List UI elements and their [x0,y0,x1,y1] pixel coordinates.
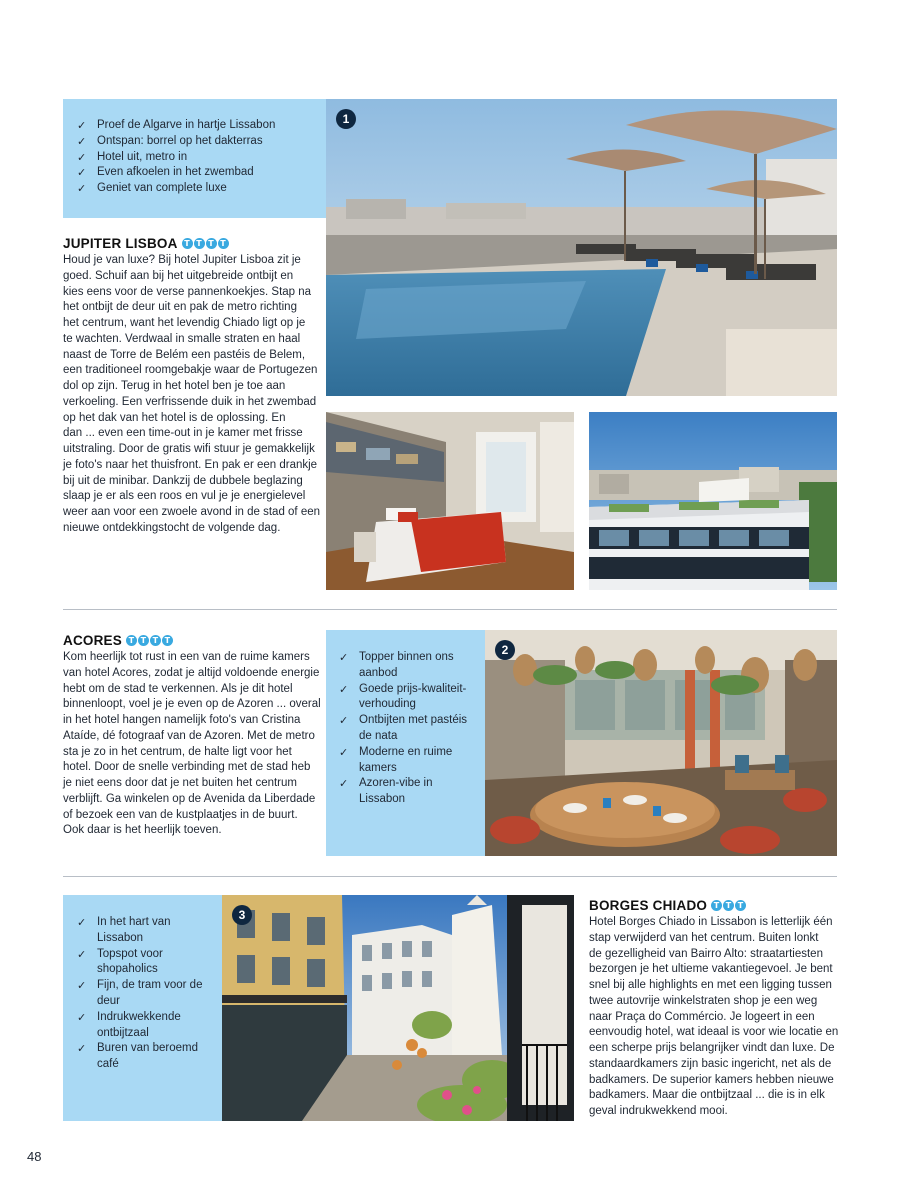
rating-icon: T [126,635,137,646]
checklist-item: ✓ Hotel uit, metro in [77,150,326,166]
text-line: nieuwe ontdekkingstocht de volgende dag. [63,521,281,534]
rating-icon: T [218,238,229,249]
text-line: het ontbijt de deur uit en pak de metro richting [63,301,297,314]
jupiter-checklist [63,99,326,197]
text-line: van hotel Acores, zodat je altijd voldoende energie [63,666,320,679]
text-line: in het hotel hangen namelijk foto's van Cristina [63,714,301,726]
section-divider [63,876,837,877]
borges-street-photo [222,895,574,1121]
checklist-item [77,978,214,1010]
text-line: café [97,1058,119,1071]
rating-icons [711,900,746,911]
text-line: shopaholics [97,963,158,976]
text-line: dan ... even een time-out in je kamer met frisse [63,427,303,440]
text-line: ✓ Fijn, de tram voor de [97,979,203,992]
text-line: je foto's naar het thuisfront. En pak er een drankje [63,458,318,471]
checklist-item: ✓ Ontspan: borrel op het dakterras [77,134,326,150]
text-line: uitstraling. Door de gratis wifi stuur je gemakkelijk [63,443,315,455]
jupiter-exterior-photo [589,412,837,590]
text-line: goed. Schuif aan bij het uitgebreide ontbijt en [63,269,294,282]
text-line: verkoeling. Een verfrissende duik in het zwembad [63,395,317,408]
rating-icon: T [206,238,217,249]
text-line: standaardkamers zijn basic ingericht, net als de [589,1057,832,1070]
hotel-title-borges-chiado [589,898,746,913]
section-divider [63,609,837,610]
rating-icon: T [711,900,722,911]
text-line: Ataíde, dé fotograaf van de Azoren. Met de metro [63,729,315,742]
text-line: ✓ Topper binnen ons [359,651,454,663]
hotel-name: JUPITER LISBOA [63,236,178,251]
text-line: verblijft. Ga winkelen op de Avenida da Liberdade [63,792,316,805]
checklist-item [77,915,214,947]
text-line: bij uit de minibar. Dankzij de dubbele beglazing [63,474,303,487]
checklist-item [77,1010,214,1042]
text-line: binnenloopt, voel je je even op de Azoren ... overal [63,698,321,711]
checklist-item [77,947,214,979]
text-line: dol op zijn. Terug in het hotel ben je toe aan [63,380,286,392]
checklist-item [339,650,477,682]
rating-icons [182,238,229,249]
text-line: je niet eens door dat je net buiten het centrum [63,777,297,789]
text-line: naar Praça do Commércio. Je logeert in een [589,1010,815,1023]
text-line: twee autovrije winkelstraten shop je een weg [589,994,818,1007]
borges-checklist [63,895,222,1073]
jupiter-description [63,253,323,537]
text-line: ✓ In het hart van [97,916,171,928]
text-line: weer aan voor een zwoele avond in de stad of een [63,506,321,518]
acores-description [63,650,323,839]
text-line: geval indrukwekkend mooi. [589,1105,728,1117]
text-line: een scherpe prijs belangrijker vindt dan luxe. De [589,1042,835,1054]
text-line: hotel. Door de snelle verbinding met de stad heb [63,761,311,774]
rating-icon: T [182,238,193,249]
text-line: of bezoek een van de kustplaatjes in de buurt. [63,808,298,821]
text-line: een traditioneel roomgebakje waar de Portugezen [63,364,318,377]
text-line: kies eens voor de verse pannenkoekjes. Stap na [63,285,312,298]
checklist-item [339,682,477,714]
text-line: naast de Torre de Belém een pastéis de Belem, [63,348,306,361]
text-line: ✓ Ontbijten met pastéis [359,714,468,727]
checklist-item: ✓ Even afkoelen in het zwembad [77,165,326,181]
hotel-title-jupiter-lisboa [63,236,229,251]
rating-icon: T [723,900,734,911]
text-line: eenvoudig hotel, wat ideaal is voor wie locatie en [589,1026,839,1039]
borges-description [589,915,844,1120]
text-line: slaap je er als een roos en vul je je energielevel [63,490,306,503]
hotel-title-acores [63,633,173,648]
text-line: verhouding [359,698,416,711]
hotel-name: BORGES CHIADO [589,898,708,913]
photo-number-badge: 1 [336,109,356,129]
text-line: hebt om de stad te verkennen. Als je dit hotel [63,682,293,695]
rating-icons [126,635,173,646]
jupiter-rooftop-pool-photo [326,99,837,396]
text-line: ontbijtzaal [97,1026,149,1039]
rating-icon: T [162,635,173,646]
photo-number-badge: 2 [495,640,515,660]
checklist-item [339,713,477,745]
text-line: Hotel Borges Chiado in Lissabon is letterlijk één [589,916,833,928]
text-line: ✓ Azoren-vibe in [359,777,433,790]
text-line: sta je zo in het centrum, de halte ligt voor het [63,745,292,758]
text-line: Houd je van luxe? Bij hotel Jupiter Lisboa zit je [63,254,301,266]
checklist-item: ✓ Geniet van complete luxe [77,181,326,197]
text-line: ✓ Goede prijs-kwaliteit- [359,682,467,695]
text-line: Kom heerlijk tot rust in een van de ruime kamers [63,651,310,663]
acores-highlights-box [326,630,485,856]
jupiter-bedroom-photo [326,412,574,590]
page-number: 48 [27,1149,42,1164]
photo-number-badge: 3 [232,905,252,925]
acores-checklist [326,630,485,808]
checklist-item [339,776,477,808]
text-line: bezorgen je het ultieme vakantiegevoel. Je bent [589,963,833,976]
text-line: Lissabon [359,793,406,806]
text-line: ✓ Moderne en ruime [359,745,453,758]
borges-highlights-box [63,895,222,1121]
checklist-item [77,1041,214,1073]
rating-icon: T [138,635,149,646]
text-line: stap verwijderd van het centrum. Buiten lonkt [589,931,819,944]
text-line: de nata [359,729,398,742]
rating-icon: T [194,238,205,249]
text-line: op het dak van het hotel is de oplossing. En [63,411,286,424]
text-line: ✓ Indrukwekkende [97,1010,181,1023]
text-line: te wachten. Verdwaal in smalle straten en haal [63,332,301,345]
hotel-name: ACORES [63,633,122,648]
checklist-item [339,745,477,777]
text-line: badkamers. De superior kamers hebben nieuwe [589,1073,834,1086]
text-line: ✓ Buren van beroemd [97,1042,199,1055]
text-line: kamers [359,761,397,774]
text-line: badkamers. Maar die ontbijtzaal ... die is in elk [589,1089,825,1102]
text-line: de gezelligheid van Bairro Alto: straatartiesten [589,947,823,960]
text-line: deur [97,994,121,1007]
acores-restaurant-photo [485,630,837,856]
text-line: snel bij alle highlights en met een ligging tussen [589,979,832,991]
rating-icon: T [735,900,746,911]
jupiter-highlights-box [63,99,326,218]
text-line: Lissabon [97,931,144,944]
text-line: het centrum, want het levendig Chiado ligt op je [63,317,306,329]
text-line: Ook daar is het heerlijk toeven. [63,824,222,837]
text-line: ✓ Topspot voor [97,947,163,960]
text-line: aanbod [359,666,398,679]
checklist-item: ✓ Proef de Algarve in hartje Lissabon [77,118,326,134]
rating-icon: T [150,635,161,646]
